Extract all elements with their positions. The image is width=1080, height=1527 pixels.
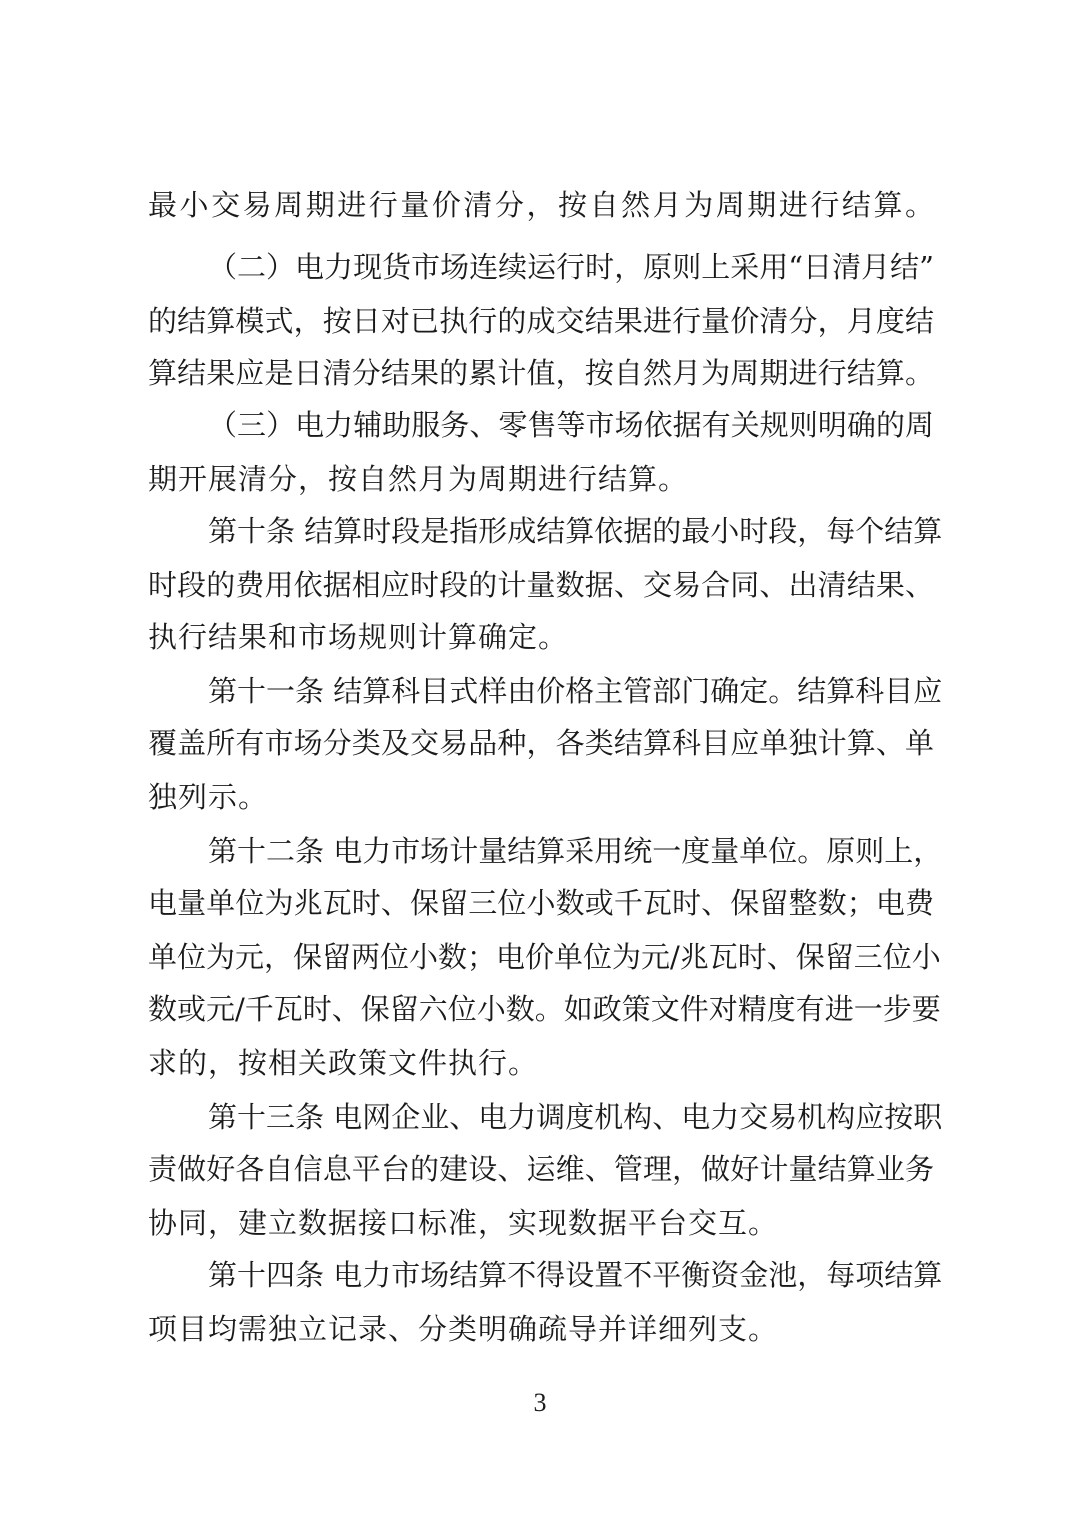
text-line: 最小交易周期进行量价清分，按自然月为周期进行结算。 bbox=[148, 188, 934, 222]
text-line: （二）电力现货市场连续运行时，原则上采用“日清月结” bbox=[208, 250, 934, 284]
text-line: 的结算模式，按日对已执行的成交结果进行量价清分，月度结 bbox=[148, 304, 934, 338]
text-line: 第十三条 电网企业、电力调度机构、电力交易机构应按职 bbox=[208, 1100, 943, 1134]
text-line: 电量单位为兆瓦时、保留三位小数或千瓦时、保留整数；电费 bbox=[148, 886, 934, 920]
page-number: 3 bbox=[533, 1388, 547, 1417]
text-line: 覆盖所有市场分类及交易品种，各类结算科目应单独计算、单 bbox=[148, 726, 934, 760]
text-line: 项目均需独立记录、分类明确疏导并详细列支。 bbox=[148, 1312, 779, 1346]
text-line: 算结果应是日清分结果的累计值，按自然月为周期进行结算。 bbox=[148, 356, 934, 390]
text-line: （三）电力辅助服务、零售等市场依据有关规则明确的周 bbox=[208, 408, 934, 442]
text-line: 数或元/千瓦时、保留六位小数。如政策文件对精度有进一步要 bbox=[148, 992, 941, 1026]
text-line: 独列示。 bbox=[148, 780, 269, 814]
text-line: 单位为元，保留两位小数；电价单位为元/兆瓦时、保留三位小 bbox=[148, 940, 941, 974]
text-line: 协同，建立数据接口标准，实现数据平台交互。 bbox=[148, 1206, 779, 1240]
text-line: 求的，按相关政策文件执行。 bbox=[148, 1046, 539, 1080]
text-line: 期开展清分，按自然月为周期进行结算。 bbox=[148, 462, 689, 496]
text-line: 执行结果和市场规则计算确定。 bbox=[148, 620, 569, 654]
text-line: 责做好各自信息平台的建设、运维、管理，做好计量结算业务 bbox=[148, 1152, 934, 1186]
text-line: 时段的费用依据相应时段的计量数据、交易合同、出清结果、 bbox=[148, 568, 934, 602]
text-line: 第十一条 结算科目式样由价格主管部门确定。结算科目应 bbox=[208, 674, 943, 708]
text-line: 第十四条 电力市场结算不得设置不平衡资金池，每项结算 bbox=[208, 1258, 943, 1292]
text-line: 第十条 结算时段是指形成结算依据的最小时段，每个结算 bbox=[208, 514, 943, 548]
text-line: 第十二条 电力市场计量结算采用统一度量单位。原则上， bbox=[208, 834, 943, 868]
